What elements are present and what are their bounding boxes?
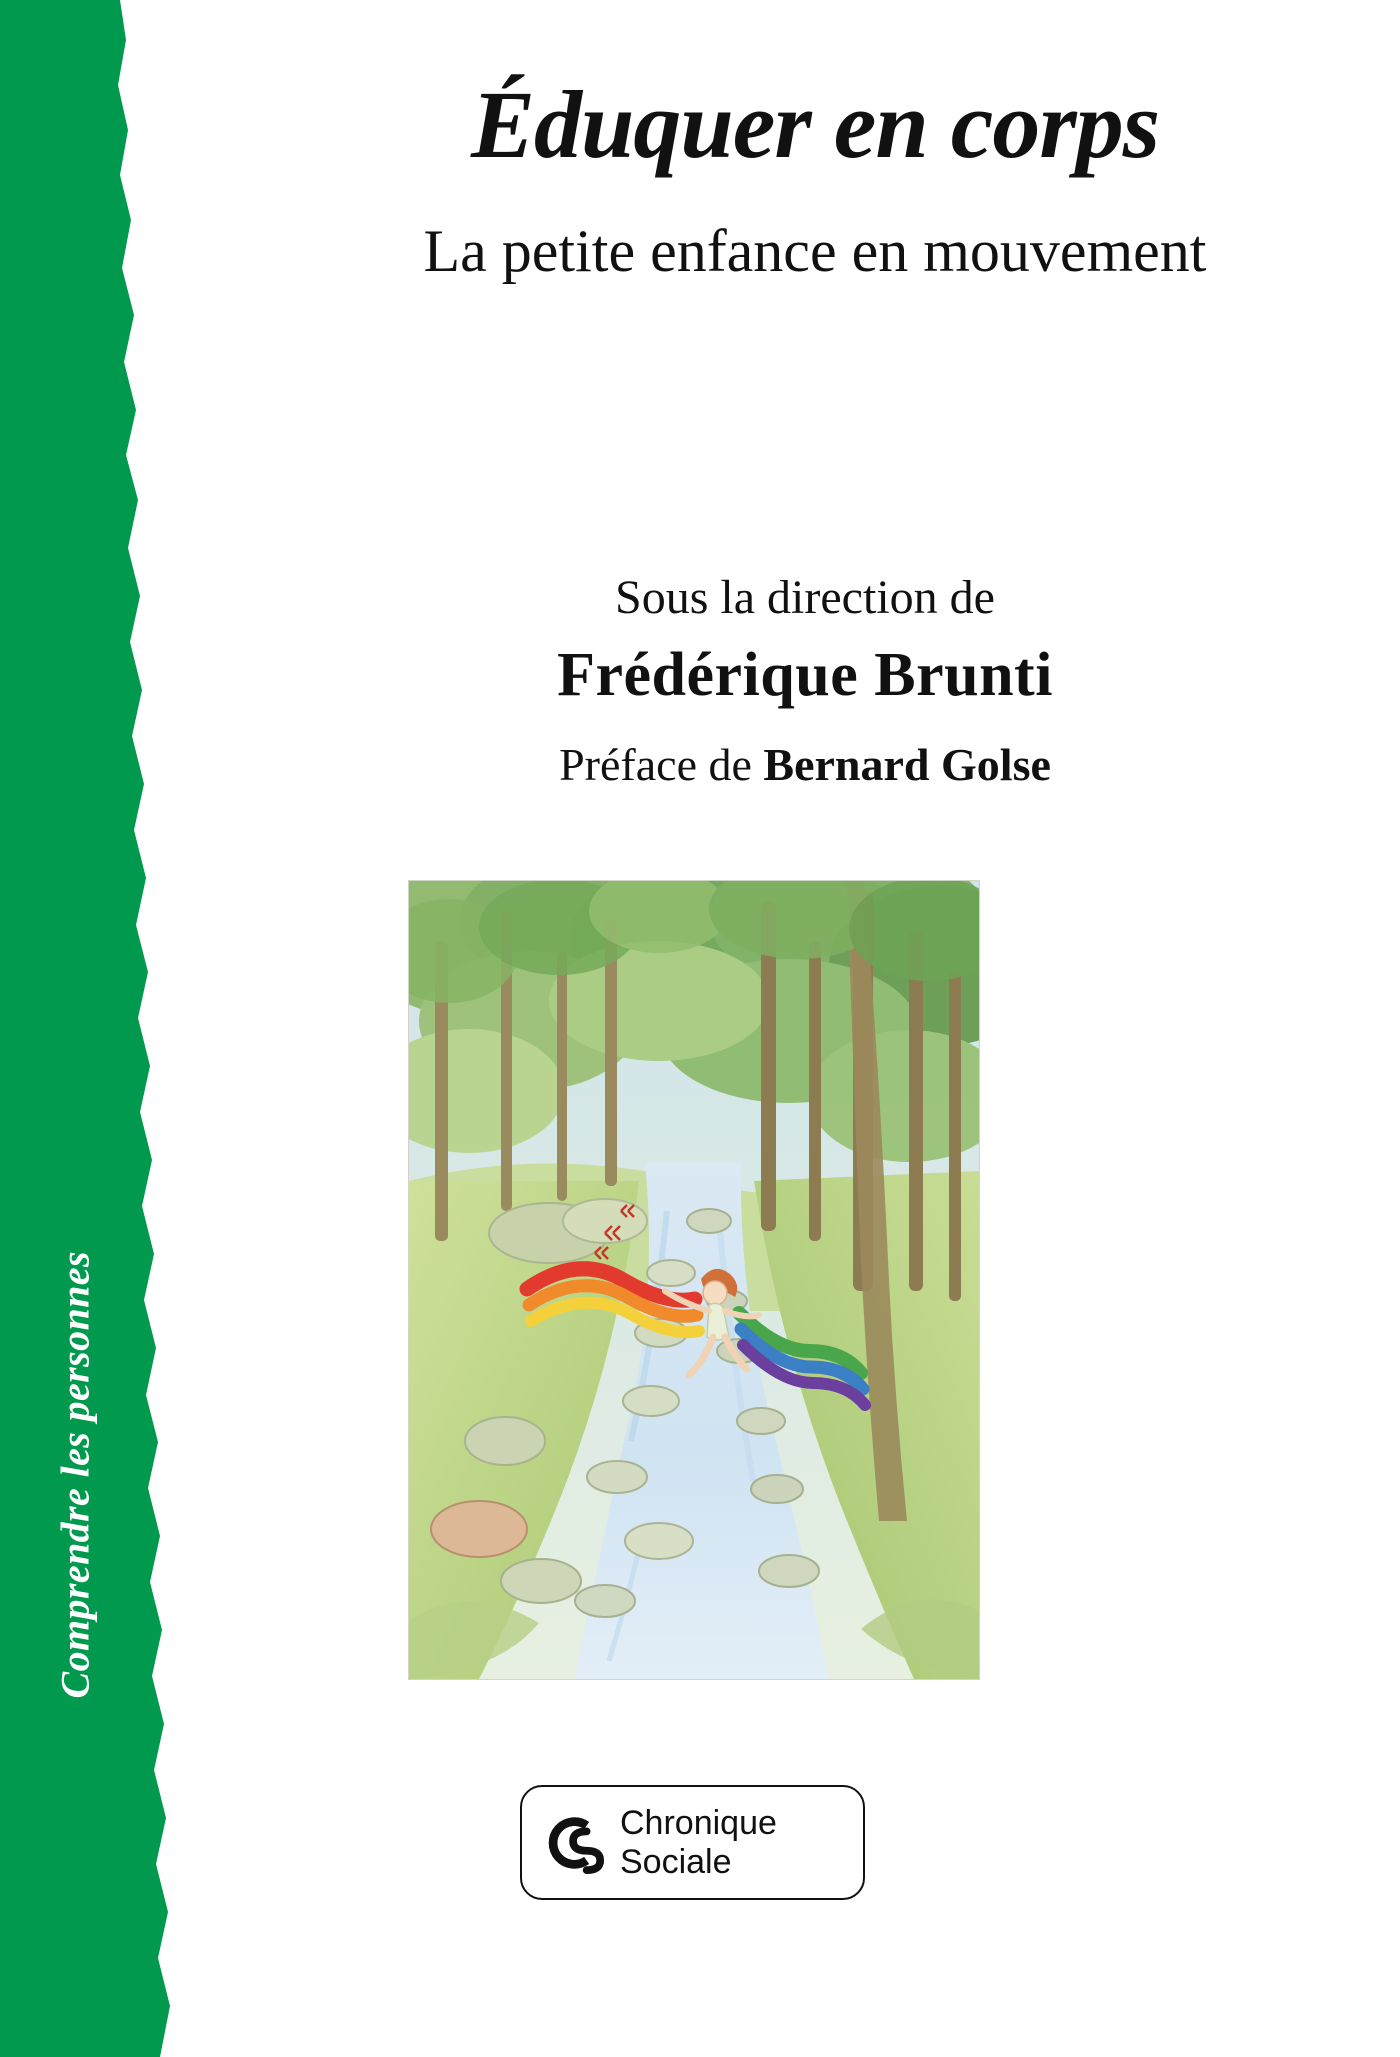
authors-block (230, 570, 1380, 792)
publisher-logo (520, 1785, 865, 1900)
preface-prefix: Préface de (559, 739, 764, 791)
page-title: Éduquer en corps (470, 71, 1160, 178)
director-name: Frédérique Brunti (557, 641, 1053, 710)
publisher-name-line1: Chronique (620, 1804, 777, 1843)
publisher-name-line2: Sociale (620, 1842, 732, 1881)
title-block (230, 71, 1400, 284)
collection-color-band (0, 0, 230, 2057)
publisher-name (620, 1804, 777, 1880)
cover-content (230, 0, 1400, 2057)
preface-line (230, 739, 1380, 792)
collection-label: Comprendre les personnes (52, 1251, 98, 1699)
green-band-shape (0, 0, 170, 2057)
cs-monogram-icon (544, 1812, 606, 1874)
page-subtitle: La petite enfance en mouvement (423, 217, 1207, 284)
preface-author: Bernard Golse (763, 739, 1051, 791)
direction-label: Sous la direction de (615, 571, 995, 624)
cover-illustration (408, 880, 980, 1680)
